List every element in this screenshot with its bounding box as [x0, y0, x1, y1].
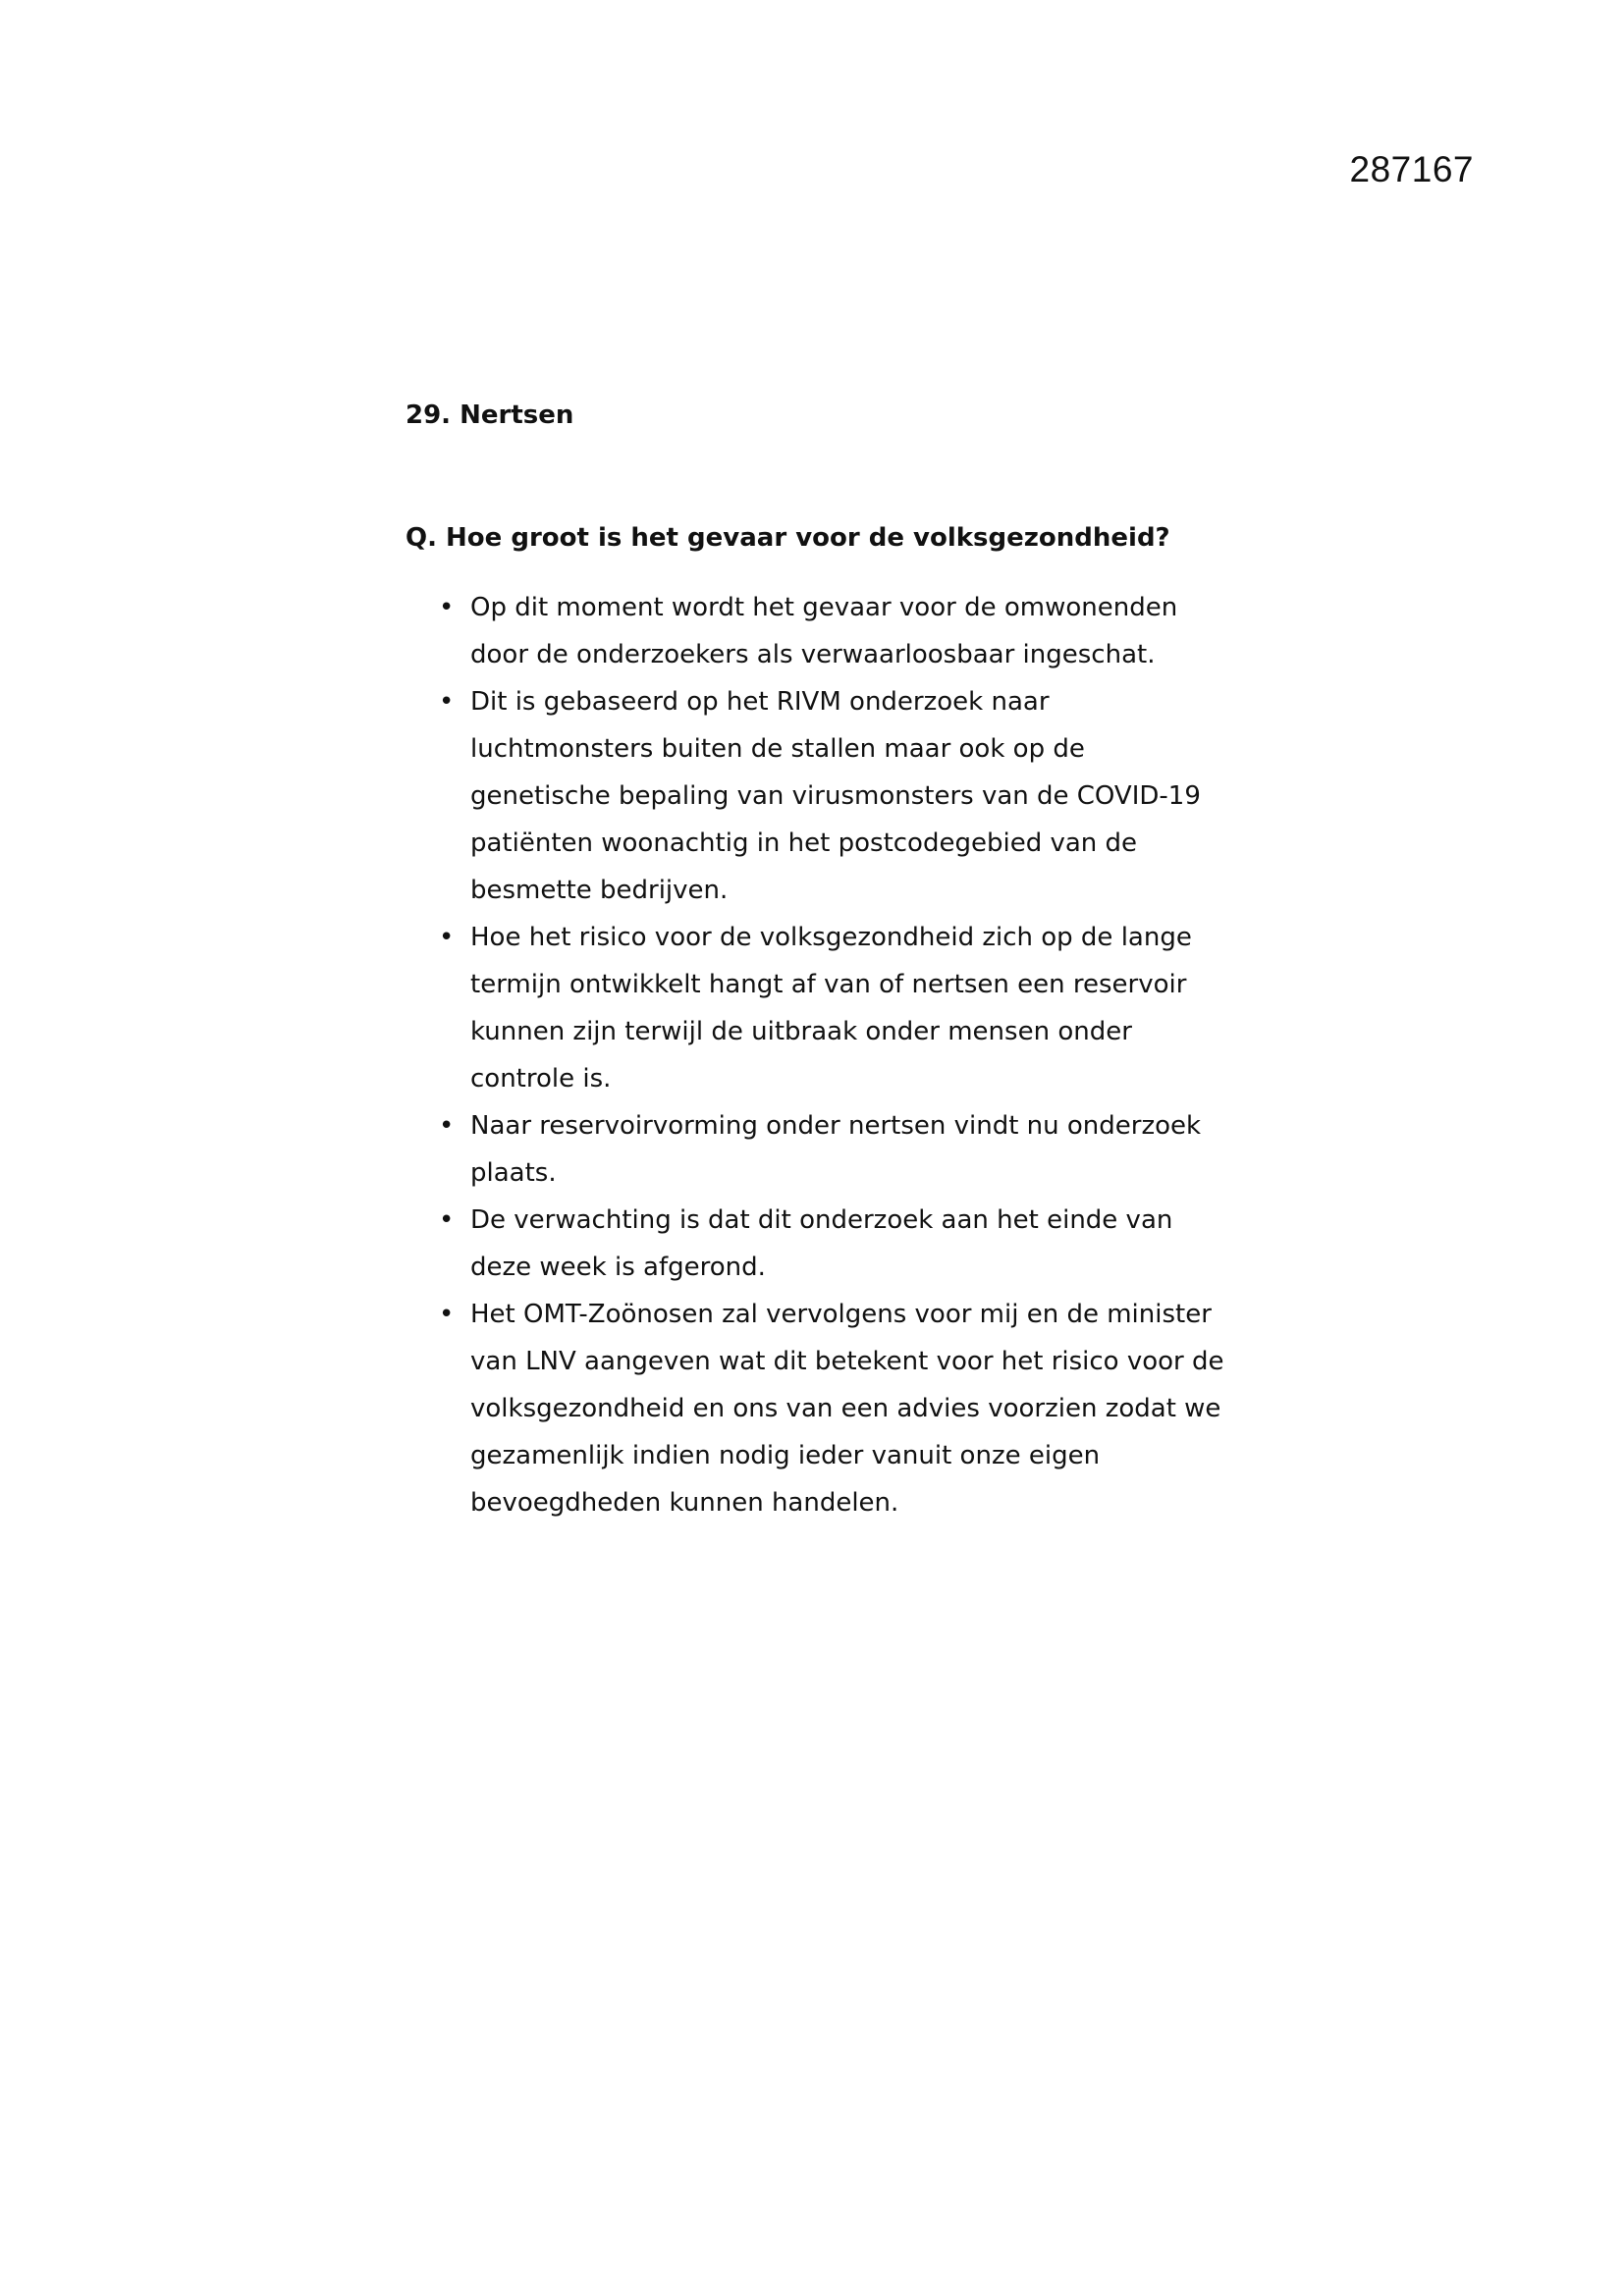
bullet-icon: • [439, 1111, 455, 1141]
bullet-line: van LNV aangeven wat dit betekent voor het risico voor de [470, 1347, 1224, 1376]
bullet-line: Naar reservoirvorming onder nertsen vindt nu onderzoek [470, 1111, 1202, 1141]
bullet-line: Het OMT-Zoönosen zal vervolgens voor mij en de minister [470, 1300, 1212, 1329]
bullet-line: controle is. [470, 1064, 612, 1094]
bullet-line: besmette bedrijven. [470, 876, 729, 905]
bullet-line: Hoe het risico voor de volksgezondheid zich op de lange [470, 923, 1192, 952]
bullet-line: luchtmonsters buiten de stallen maar ook op de [470, 734, 1085, 764]
bullet-line: deze week is afgerond. [470, 1253, 766, 1282]
answer-bullet-list [406, 584, 1250, 1526]
bullet-line: termijn ontwikkelt hangt af van of nertsen een reservoir [470, 970, 1187, 999]
bullet-item [406, 1102, 1250, 1197]
bullet-line: plaats. [470, 1158, 557, 1188]
bullet-icon: • [439, 593, 455, 622]
bullet-icon: • [439, 687, 455, 717]
bullet-line: Op dit moment wordt het gevaar voor de omwonenden [470, 593, 1178, 622]
bullet-line: door de onderzoekers als verwaarloosbaar ingeschat. [470, 640, 1156, 669]
question-heading: Q. Hoe groot is het gevaar voor de volksgezondheid? [406, 523, 1170, 553]
bullet-icon: • [439, 1300, 455, 1329]
bullet-icon: • [439, 1205, 455, 1235]
bullet-line: De verwachting is dat dit onderzoek aan het einde van [470, 1205, 1173, 1235]
bullet-line: gezamenlijk indien nodig ieder vanuit onze eigen [470, 1441, 1101, 1470]
bullet-line: volksgezondheid en ons van een advies voorzien zodat we [470, 1394, 1221, 1423]
bullet-icon: • [439, 923, 455, 952]
bullet-line: patiënten woonachtig in het postcodegebied van de [470, 828, 1138, 858]
bullet-line: Dit is gebaseerd op het RIVM onderzoek naar [470, 687, 1050, 717]
document-number: 287167 [1349, 149, 1474, 189]
bullet-item [406, 914, 1250, 1102]
bullet-item [406, 584, 1250, 678]
section-title: 29. Nertsen [406, 400, 574, 430]
bullet-item [406, 678, 1250, 914]
bullet-line: bevoegdheden kunnen handelen. [470, 1488, 899, 1518]
bullet-line: genetische bepaling van virusmonsters van de COVID-19 [470, 781, 1201, 811]
bullet-line: kunnen zijn terwijl de uitbraak onder mensen onder [470, 1017, 1132, 1046]
bullet-item [406, 1197, 1250, 1291]
bullet-item [406, 1291, 1250, 1526]
